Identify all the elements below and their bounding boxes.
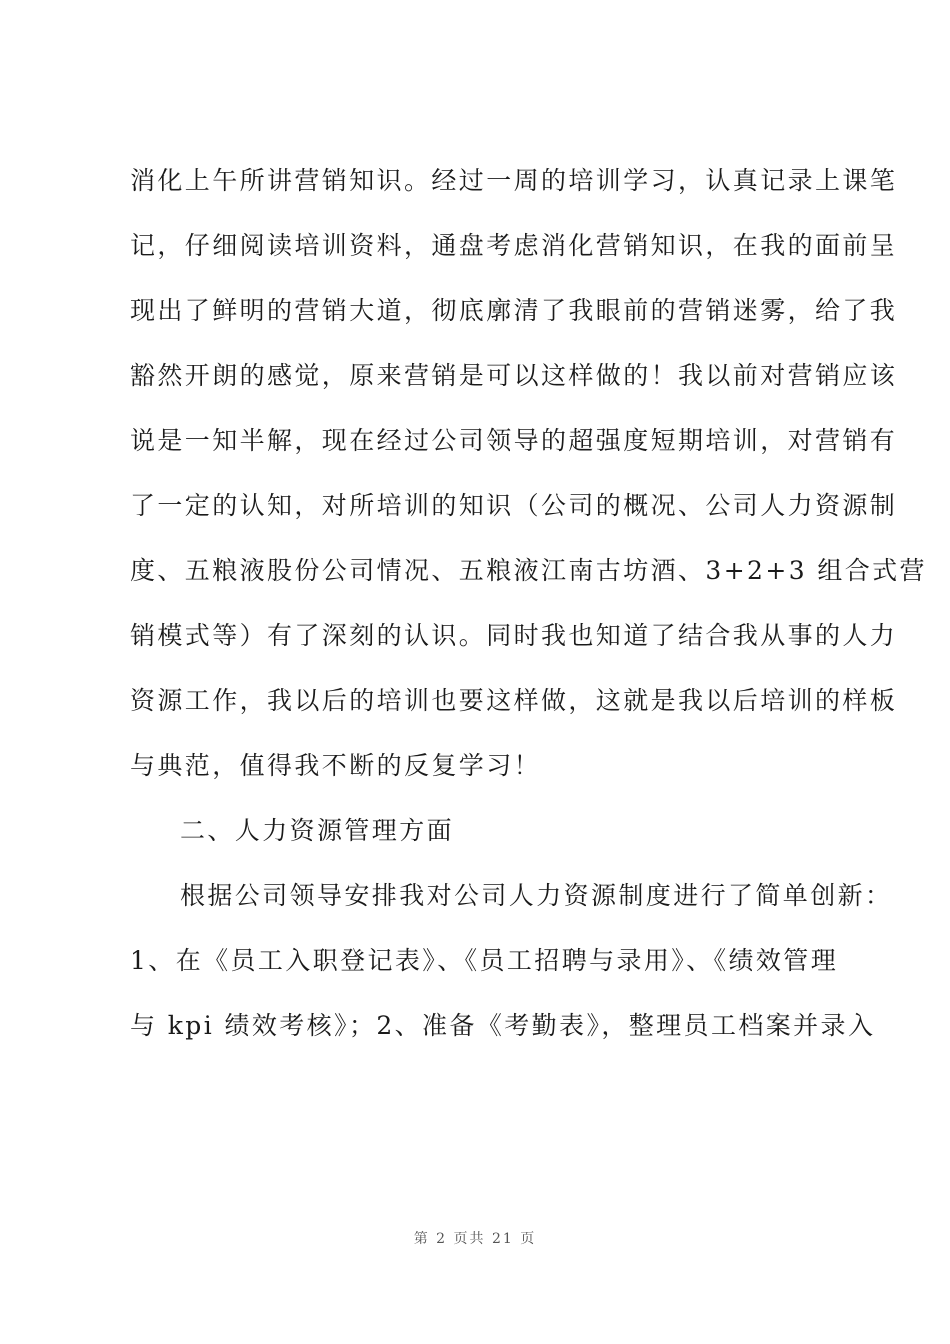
body-line-2: 记，仔细阅读培训资料，通盘考虑消化营销知识，在我的面前呈 bbox=[130, 231, 898, 260]
section-heading: 二、人力资源管理方面 bbox=[180, 816, 455, 845]
body-line-7: 度、五粮液股份公司情况、五粮液江南古坊酒、3+2+3 组合式营 bbox=[130, 556, 927, 585]
body-line-8: 销模式等）有了深刻的认识。同时我也知道了结合我从事的人力 bbox=[130, 621, 898, 650]
body-line-12: 根据公司领导安排我对公司人力资源制度进行了简单创新： bbox=[180, 881, 893, 910]
body-line-14: 与 kpi 绩效考核》；2、准备《考勤表》，整理员工档案并录入 bbox=[130, 1011, 876, 1040]
body-line-9: 资源工作，我以后的培训也要这样做，这就是我以后培训的样板 bbox=[130, 686, 898, 715]
body-line-13: 1、在《员工入职登记表》、《员工招聘与录用》、《绩效管理 bbox=[130, 946, 839, 975]
body-line-3: 现出了鲜明的营销大道，彻底廓清了我眼前的营销迷雾，给了我 bbox=[130, 296, 898, 325]
body-line-10: 与典范，值得我不断的反复学习！ bbox=[130, 751, 542, 780]
body-line-1: 消化上午所讲营销知识。经过一周的培训学习，认真记录上课笔 bbox=[130, 166, 898, 195]
page-number-footer: 第 2 页共 21 页 bbox=[413, 1231, 537, 1247]
body-line-6: 了一定的认知，对所培训的知识（公司的概况、公司人力资源制 bbox=[130, 491, 898, 520]
body-line-4: 豁然开朗的感觉，原来营销是可以这样做的！我以前对营销应该 bbox=[130, 361, 898, 390]
body-line-5: 说是一知半解，现在经过公司领导的超强度短期培训，对营销有 bbox=[130, 426, 898, 455]
